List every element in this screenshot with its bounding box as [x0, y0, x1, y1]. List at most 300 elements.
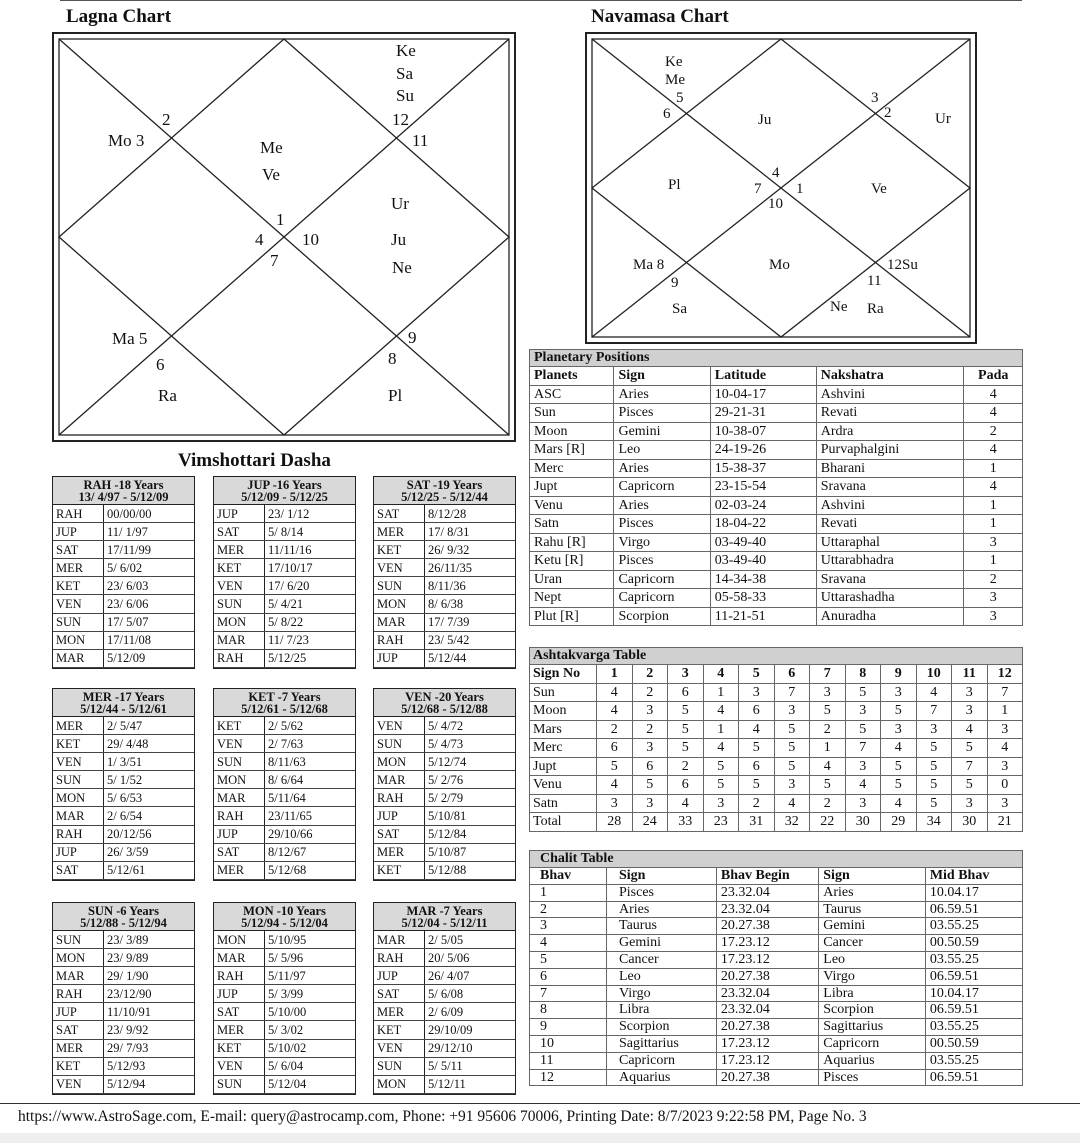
dasha-planet: SAT — [214, 523, 265, 541]
dasha-end-date: 8/12/67 — [265, 843, 356, 861]
dasha-period-title: MAR -7 Years — [406, 904, 483, 918]
lagna-label-me: Me — [260, 138, 283, 157]
dasha-block — [373, 902, 516, 1095]
chalit-cell: 00.50.59 — [925, 1035, 1022, 1052]
ashtakvarga-cell: 29 — [881, 813, 917, 832]
planetary-cell: Purvaphalgini — [816, 441, 964, 460]
ashtakvarga-cell: 4 — [668, 794, 704, 813]
chalit-row — [530, 1019, 1023, 1036]
dasha-row — [374, 843, 515, 861]
navamsa-house-4: 4 — [772, 165, 780, 181]
dasha-end-date: 5/12/09 — [104, 649, 195, 667]
ashtakvarga-cell: 5 — [668, 702, 704, 721]
planetary-cell: Uttarabhadra — [816, 552, 964, 571]
dasha-row — [53, 613, 194, 631]
lagna-house-7: 7 — [270, 251, 279, 270]
dasha-row — [53, 577, 194, 595]
dasha-end-date: 5/12/94 — [104, 1075, 195, 1093]
chalit-cell: 23.32.04 — [716, 985, 818, 1002]
ashtakvarga-cell: 5 — [810, 702, 846, 721]
ashtakvarga-cell: 32 — [774, 813, 810, 832]
ashtakvarga-cell: 3 — [952, 794, 988, 813]
chalit-cell: Scorpion — [607, 1019, 717, 1036]
planetary-row — [530, 552, 1023, 571]
dasha-planet: RAH — [214, 967, 265, 985]
planetary-cell: 03-49-40 — [710, 533, 816, 552]
dasha-planet: SAT — [374, 985, 425, 1003]
dasha-planet: RAH — [374, 949, 425, 967]
chalit-cell: 12 — [530, 1069, 607, 1086]
dasha-end-date: 5/12/93 — [104, 1057, 195, 1075]
chalit-column-header: Mid Bhav — [925, 868, 1022, 885]
planetary-cell: Bharani — [816, 459, 964, 478]
dasha-end-date: 5/ 4/73 — [425, 735, 516, 753]
planetary-cell: 3 — [964, 589, 1023, 608]
dasha-planet: MON — [374, 1075, 425, 1093]
chalit-header-row — [530, 868, 1023, 885]
chalit-cell: 3 — [530, 918, 607, 935]
navamsa-house-3: 3 — [871, 90, 879, 106]
dasha-planet: MON — [374, 753, 425, 771]
chalit-cell: 03.55.25 — [925, 1019, 1022, 1036]
dasha-row — [214, 541, 355, 559]
dasha-row — [53, 771, 194, 789]
ashtakvarga-row — [530, 776, 1023, 795]
ashtakvarga-cell: 3 — [597, 794, 633, 813]
ashtakvarga-column-header: 10 — [916, 665, 952, 684]
ashtakvarga-cell: 3 — [916, 720, 952, 739]
dasha-end-date: 5/ 2/79 — [425, 789, 516, 807]
dasha-row — [374, 541, 515, 559]
ashtakvarga-cell: Satn — [530, 794, 597, 813]
chalit-row — [530, 1052, 1023, 1069]
planetary-cell: 4 — [964, 385, 1023, 404]
ashtakvarga-cell: 3 — [810, 683, 846, 702]
planetary-cell: Moon — [530, 422, 614, 441]
dasha-end-date: 5/ 5/11 — [425, 1057, 516, 1075]
dasha-period-range: 13/ 4/97 - 5/12/09 — [78, 490, 169, 504]
dasha-row — [374, 789, 515, 807]
ashtakvarga-cell: 5 — [916, 794, 952, 813]
planetary-positions-table — [529, 349, 1023, 626]
dasha-end-date: 11/ 1/97 — [104, 523, 195, 541]
dasha-row — [214, 789, 355, 807]
dasha-planet: KET — [214, 717, 265, 735]
planetary-row — [530, 459, 1023, 478]
chalit-column-header: Bhav Begin — [716, 868, 818, 885]
ashtakvarga-cell: 3 — [774, 702, 810, 721]
chalit-row — [530, 951, 1023, 968]
chalit-table — [529, 850, 1023, 1086]
chalit-cell: 4 — [530, 935, 607, 952]
planetary-cell: 1 — [964, 515, 1023, 534]
dasha-planet: SUN — [53, 771, 104, 789]
dasha-planet: SUN — [53, 931, 104, 949]
planetary-row — [530, 385, 1023, 404]
planetary-row — [530, 422, 1023, 441]
planetary-header-row — [530, 367, 1023, 386]
chalit-cell: Capricorn — [607, 1052, 717, 1069]
chalit-cell: 6 — [530, 968, 607, 985]
chalit-row — [530, 884, 1023, 901]
dasha-end-date: 5/ 5/96 — [265, 949, 356, 967]
ashtakvarga-cell: 5 — [845, 683, 881, 702]
dasha-end-date: 5/10/95 — [265, 931, 356, 949]
navamsa-chart — [585, 32, 977, 344]
dasha-row — [53, 735, 194, 753]
dasha-end-date: 1/ 3/51 — [104, 753, 195, 771]
chalit-cell: 17.23.12 — [716, 1052, 818, 1069]
ashtakvarga-cell: 3 — [952, 702, 988, 721]
chalit-cell: Taurus — [819, 901, 926, 918]
ashtakvarga-cell: 3 — [881, 683, 917, 702]
ashtakvarga-column-header: 12 — [987, 665, 1023, 684]
planetary-cell: Merc — [530, 459, 614, 478]
dasha-row — [374, 807, 515, 825]
ashtakvarga-table — [529, 647, 1023, 832]
ashtakvarga-column-header: 5 — [739, 665, 775, 684]
ashtakvarga-cell: 2 — [668, 757, 704, 776]
ashtakvarga-cell: 1 — [703, 720, 739, 739]
dasha-period-range: 5/12/94 - 5/12/04 — [241, 916, 328, 930]
vimshottari-title: Vimshottari Dasha — [178, 450, 331, 471]
ashtakvarga-cell: 1 — [703, 683, 739, 702]
ashtakvarga-cell: 3 — [632, 739, 668, 758]
dasha-end-date: 29/ 7/93 — [104, 1039, 195, 1057]
ashtakvarga-row — [530, 683, 1023, 702]
navamsa-house-1: 1 — [796, 181, 804, 197]
planetary-cell: Plut [R] — [530, 607, 614, 626]
ashtakvarga-cell: Venu — [530, 776, 597, 795]
dasha-planet: KET — [374, 1021, 425, 1039]
dasha-row — [374, 1057, 515, 1075]
dasha-row — [53, 825, 194, 843]
dasha-end-date: 29/10/09 — [425, 1021, 516, 1039]
planetary-cell: 10-04-17 — [710, 385, 816, 404]
dasha-planet: MON — [53, 789, 104, 807]
dasha-block — [52, 902, 195, 1095]
dasha-planet: MAR — [374, 931, 425, 949]
chalit-cell: 23.32.04 — [716, 1002, 818, 1019]
planetary-cell: Satn — [530, 515, 614, 534]
planetary-cell: 18-04-22 — [710, 515, 816, 534]
ashtakvarga-cell: 4 — [703, 739, 739, 758]
ashtakvarga-column-header: 4 — [703, 665, 739, 684]
chalit-cell: 2 — [530, 901, 607, 918]
dasha-row — [214, 949, 355, 967]
planetary-cell: Scorpion — [614, 607, 710, 626]
planetary-cell: Sravana — [816, 570, 964, 589]
dasha-row — [53, 807, 194, 825]
dasha-planet: RAH — [53, 985, 104, 1003]
planetary-cell: Ashvini — [816, 385, 964, 404]
dasha-row — [214, 825, 355, 843]
dasha-row — [374, 771, 515, 789]
lagna-label-sa: Sa — [396, 64, 413, 83]
planetary-row — [530, 496, 1023, 515]
dasha-row — [214, 631, 355, 649]
dasha-row — [53, 559, 194, 577]
chalit-cell: Libra — [819, 985, 926, 1002]
planetary-cell: 03-49-40 — [710, 552, 816, 571]
lagna-house-1: 1 — [276, 210, 285, 229]
dasha-period-range: 5/12/04 - 5/12/11 — [401, 916, 488, 930]
dasha-planet: MAR — [214, 631, 265, 649]
ashtakvarga-cell: 31 — [739, 813, 775, 832]
chalit-cell: 06.59.51 — [925, 901, 1022, 918]
planetary-cell: 4 — [964, 404, 1023, 423]
chalit-cell: 23.32.04 — [716, 901, 818, 918]
dasha-end-date: 8/ 6/38 — [425, 595, 516, 613]
dasha-row — [374, 1021, 515, 1039]
chalit-row — [530, 1069, 1023, 1086]
dasha-end-date: 2/ 5/05 — [425, 931, 516, 949]
dasha-row — [374, 967, 515, 985]
chalit-column-header: Sign — [607, 868, 717, 885]
dasha-end-date: 2/ 6/09 — [425, 1003, 516, 1021]
dasha-end-date: 20/ 5/06 — [425, 949, 516, 967]
dasha-row — [53, 985, 194, 1003]
dasha-block-header — [374, 689, 515, 717]
planetary-cell: 11-21-51 — [710, 607, 816, 626]
top-rule — [60, 0, 1022, 1]
planetary-column-header: Latitude — [710, 367, 816, 386]
chalit-column-header: Sign — [819, 868, 926, 885]
planetary-cell: Aries — [614, 385, 710, 404]
dasha-planet: MER — [53, 559, 104, 577]
dasha-planet: MER — [214, 861, 265, 879]
dasha-end-date: 17/ 6/20 — [265, 577, 356, 595]
dasha-end-date: 17/ 7/39 — [425, 613, 516, 631]
dasha-end-date: 26/11/35 — [425, 559, 516, 577]
dasha-row — [374, 505, 515, 523]
ashtakvarga-cell: 4 — [597, 702, 633, 721]
chalit-cell: Virgo — [819, 968, 926, 985]
dasha-planet: SAT — [374, 825, 425, 843]
dasha-period-title: MON -10 Years — [243, 904, 326, 918]
chalit-cell: 1 — [530, 884, 607, 901]
dasha-block — [213, 688, 356, 881]
dasha-row — [214, 1039, 355, 1057]
navamsa-label-mo: Mo — [769, 257, 790, 273]
ashtakvarga-row — [530, 739, 1023, 758]
ashtakvarga-cell: 5 — [810, 776, 846, 795]
chalit-cell: 20.27.38 — [716, 968, 818, 985]
planetary-cell: Capricorn — [614, 570, 710, 589]
planetary-cell: Capricorn — [614, 589, 710, 608]
chalit-cell: 23.32.04 — [716, 884, 818, 901]
navamsa-label-pl: Pl — [668, 177, 681, 193]
planetary-cell: 4 — [964, 478, 1023, 497]
chalit-cell: Aries — [819, 884, 926, 901]
dasha-planet: KET — [374, 541, 425, 559]
dasha-planet: RAH — [214, 649, 265, 667]
dasha-row — [214, 523, 355, 541]
chalit-cell: Taurus — [607, 918, 717, 935]
planetary-row — [530, 515, 1023, 534]
ashtakvarga-column-header: Sign No — [530, 665, 597, 684]
ashtakvarga-cell: 3 — [881, 720, 917, 739]
bottom-band — [0, 1133, 1080, 1143]
dasha-planet: VEN — [53, 1075, 104, 1093]
dasha-end-date: 5/12/25 — [265, 649, 356, 667]
dasha-planet: MER — [214, 541, 265, 559]
planetary-cell: Pisces — [614, 404, 710, 423]
dasha-period-title: JUP -16 Years — [247, 478, 322, 492]
ashtakvarga-cell: 5 — [632, 776, 668, 795]
dasha-end-date: 5/12/74 — [425, 753, 516, 771]
ashtakvarga-cell: Jupt — [530, 757, 597, 776]
chalit-cell: 9 — [530, 1019, 607, 1036]
planetary-column-header: Nakshatra — [816, 367, 964, 386]
navamsa-chart-title: Navamasa Chart — [591, 6, 729, 27]
dasha-row — [53, 717, 194, 735]
dasha-row — [374, 717, 515, 735]
chalit-cell: 20.27.38 — [716, 1019, 818, 1036]
lagna-chart-lines — [52, 32, 516, 442]
ashtakvarga-cell: Sun — [530, 683, 597, 702]
dasha-row — [214, 1057, 355, 1075]
ashtakvarga-cell: 2 — [597, 720, 633, 739]
chalit-cell: 11 — [530, 1052, 607, 1069]
dasha-planet: JUP — [214, 985, 265, 1003]
dasha-row — [214, 861, 355, 879]
ashtakvarga-column-header: 7 — [810, 665, 846, 684]
dasha-row — [374, 735, 515, 753]
planetary-row — [530, 478, 1023, 497]
ashtakvarga-cell: 7 — [987, 683, 1023, 702]
chalit-row — [530, 935, 1023, 952]
dasha-end-date: 17/ 8/31 — [425, 523, 516, 541]
lagna-label-pl: Pl — [388, 386, 403, 405]
dasha-planet: SAT — [374, 505, 425, 523]
dasha-end-date: 5/ 6/08 — [425, 985, 516, 1003]
planetary-column-header: Planets — [530, 367, 614, 386]
dasha-planet: JUP — [374, 967, 425, 985]
navamsa-house-9: 9 — [671, 275, 679, 291]
dasha-row — [214, 505, 355, 523]
chalit-cell: Scorpion — [819, 1002, 926, 1019]
ashtakvarga-cell: 7 — [916, 702, 952, 721]
dasha-end-date: 29/10/66 — [265, 825, 356, 843]
dasha-planet: RAH — [53, 505, 104, 523]
chalit-cell: 03.55.25 — [925, 918, 1022, 935]
ashtakvarga-cell: Mars — [530, 720, 597, 739]
dasha-planet: MER — [53, 717, 104, 735]
planetary-cell: 10-38-07 — [710, 422, 816, 441]
dasha-end-date: 23/ 9/92 — [104, 1021, 195, 1039]
ashtakvarga-column-header: 11 — [952, 665, 988, 684]
dasha-end-date: 29/12/10 — [425, 1039, 516, 1057]
navamsa-house-11: 11 — [867, 273, 882, 289]
dasha-planet: JUP — [53, 523, 104, 541]
dasha-planet: KET — [214, 1039, 265, 1057]
dasha-end-date: 11/11/16 — [265, 541, 356, 559]
dasha-row — [53, 789, 194, 807]
dasha-planet: VEN — [53, 595, 104, 613]
dasha-planet: VEN — [374, 559, 425, 577]
ashtakvarga-column-header: 2 — [632, 665, 668, 684]
ashtakvarga-cell: 21 — [987, 813, 1023, 832]
lagna-label-ke: Ke — [396, 41, 416, 60]
ashtakvarga-cell: 4 — [774, 794, 810, 813]
dasha-end-date: 5/ 6/02 — [104, 559, 195, 577]
dasha-end-date: 8/11/36 — [425, 577, 516, 595]
ashtakvarga-cell: 5 — [668, 720, 704, 739]
dasha-planet: SUN — [374, 735, 425, 753]
dasha-planet: MAR — [53, 649, 104, 667]
planetary-cell: 1 — [964, 459, 1023, 478]
ashtakvarga-cell: 22 — [810, 813, 846, 832]
dasha-planet: SUN — [374, 1057, 425, 1075]
navamsa-label-ma-8: Ma 8 — [633, 257, 665, 273]
planetary-column-header: Pada — [964, 367, 1023, 386]
ashtakvarga-cell: Moon — [530, 702, 597, 721]
footer-rule — [0, 1103, 1080, 1104]
dasha-planet: RAH — [53, 825, 104, 843]
chalit-cell: Libra — [607, 1002, 717, 1019]
dasha-end-date: 5/12/04 — [265, 1075, 356, 1093]
chalit-cell: 10.04.17 — [925, 985, 1022, 1002]
dasha-block — [373, 688, 516, 881]
dasha-period-title: VEN -20 Years — [405, 690, 484, 704]
planetary-cell: 15-38-37 — [710, 459, 816, 478]
ashtakvarga-column-header: 3 — [668, 665, 704, 684]
dasha-planet: MAR — [374, 771, 425, 789]
ashtakvarga-cell: 2 — [739, 794, 775, 813]
dasha-row — [214, 1075, 355, 1093]
dasha-planet: MAR — [374, 613, 425, 631]
planetary-cell: Ardra — [816, 422, 964, 441]
ashtakvarga-cell: 5 — [916, 739, 952, 758]
planetary-row — [530, 441, 1023, 460]
dasha-planet: MON — [214, 931, 265, 949]
planetary-cell: Virgo — [614, 533, 710, 552]
lagna-chart-title: Lagna Chart — [66, 6, 172, 27]
dasha-block — [213, 902, 356, 1095]
planetary-cell: Uttarashadha — [816, 589, 964, 608]
dasha-end-date: 5/10/81 — [425, 807, 516, 825]
dasha-planet: MAR — [53, 807, 104, 825]
dasha-row — [374, 613, 515, 631]
ashtakvarga-cell: 5 — [952, 739, 988, 758]
planetary-cell: 2 — [964, 422, 1023, 441]
lagna-chart — [52, 32, 516, 442]
dasha-end-date: 17/ 5/07 — [104, 613, 195, 631]
planetary-cell: Sravana — [816, 478, 964, 497]
dasha-planet: VEN — [214, 1057, 265, 1075]
dasha-planet: SUN — [214, 1075, 265, 1093]
dasha-end-date: 17/10/17 — [265, 559, 356, 577]
ashtakvarga-cell: 6 — [739, 702, 775, 721]
dasha-end-date: 26/ 3/59 — [104, 843, 195, 861]
chalit-cell: 20.27.38 — [716, 1069, 818, 1086]
lagna-house-11: 11 — [412, 131, 429, 150]
ashtakvarga-cell: 3 — [845, 794, 881, 813]
dasha-planet: VEN — [374, 1039, 425, 1057]
ashtakvarga-cell: 0 — [987, 776, 1023, 795]
dasha-planet: SAT — [214, 843, 265, 861]
planetary-cell: Pisces — [614, 552, 710, 571]
dasha-planet: RAH — [374, 789, 425, 807]
ashtakvarga-title: Ashtakvarga Table — [530, 648, 1023, 665]
planetary-cell: Uran — [530, 570, 614, 589]
dasha-row — [53, 649, 194, 667]
chalit-cell: 06.59.51 — [925, 968, 1022, 985]
planetary-cell: Ketu [R] — [530, 552, 614, 571]
dasha-planet: MER — [374, 843, 425, 861]
dasha-planet: MON — [53, 631, 104, 649]
